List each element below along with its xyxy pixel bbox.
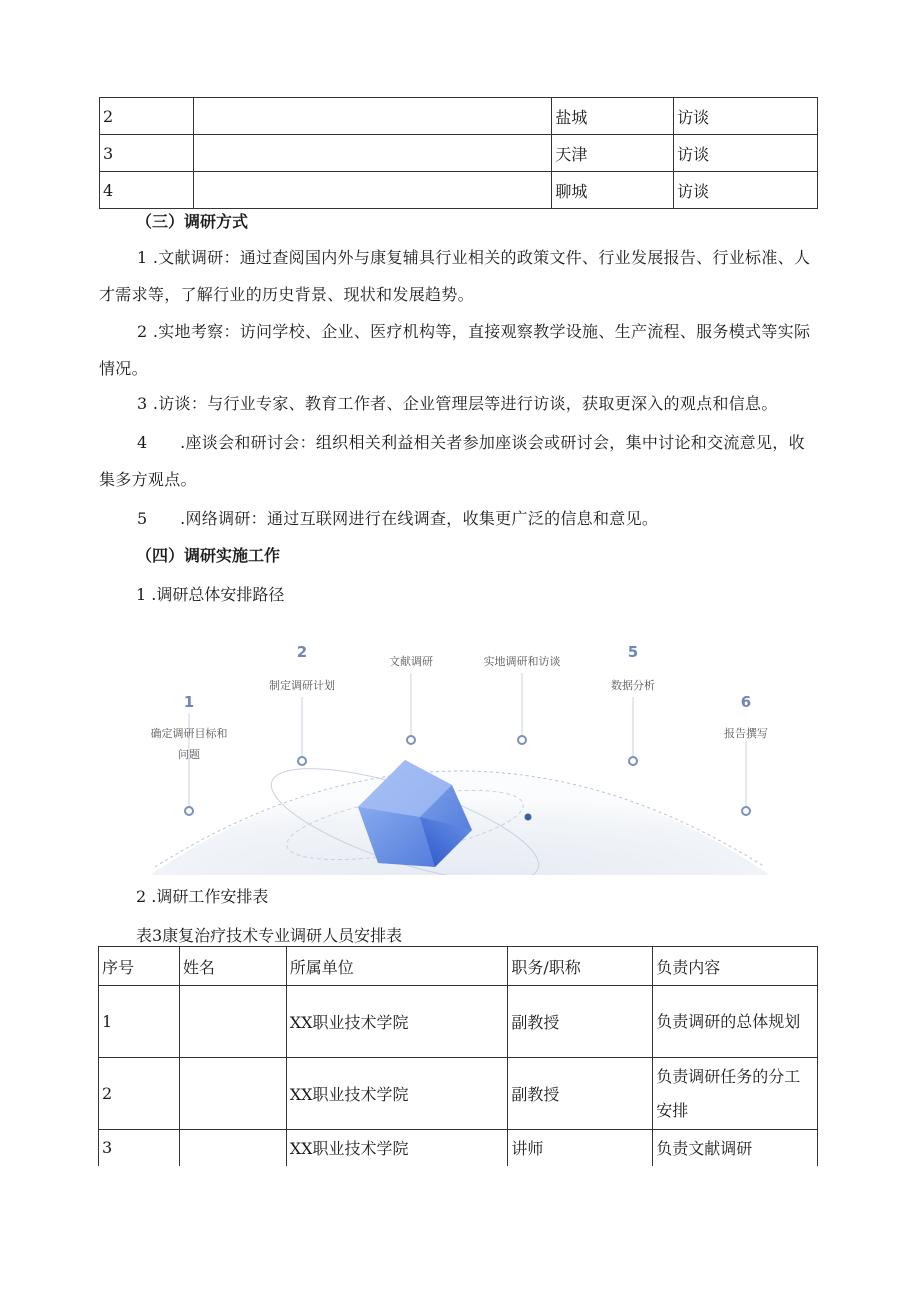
step-number: 2 xyxy=(296,643,308,661)
cell-method: 访谈 xyxy=(674,172,818,209)
table-row xyxy=(100,135,818,172)
survey-location-table xyxy=(99,97,818,209)
cell-title: 副教授 xyxy=(508,986,653,1058)
step-label: 问题 xyxy=(178,748,200,761)
cell-title: 副教授 xyxy=(508,1058,653,1130)
table-row xyxy=(99,986,818,1058)
step-label: 制定调研计划 xyxy=(269,679,335,692)
cell-no: 2 xyxy=(100,98,194,135)
cell-blank xyxy=(193,98,551,135)
step-label: 数据分析 xyxy=(611,679,655,692)
header-title: 职务/职称 xyxy=(508,947,653,986)
cell-unit: XX职业技术学院 xyxy=(286,986,508,1058)
cell-unit: XX职业技术学院 xyxy=(286,1130,508,1166)
header-no: 序号 xyxy=(99,947,180,986)
step-node xyxy=(185,807,193,815)
cell-name xyxy=(179,986,286,1058)
subheading-overall-path: 1 .调研总体安排路径 xyxy=(136,585,285,604)
step-number: 6 xyxy=(740,693,752,711)
step-node xyxy=(629,757,637,765)
step-node xyxy=(407,736,415,744)
cell-blank xyxy=(193,135,551,172)
method-item-literature: 1 .文献调研：通过查阅国内外与康复辅具行业相关的政策文件、行业发展报告、行业标准、人才需求等，了解行业的历史背景、现状和发展趋势。 xyxy=(99,248,811,304)
staff-arrangement-table xyxy=(98,946,818,1166)
cell-city: 盐城 xyxy=(552,98,674,135)
subheading-work-schedule: 2 .调研工作安排表 xyxy=(136,887,269,906)
orbit-dot xyxy=(525,814,532,821)
cell-city: 聊城 xyxy=(552,172,674,209)
cell-duty: 负责调研任务的分工安排 xyxy=(653,1058,818,1130)
cell-name xyxy=(179,1058,286,1130)
header-unit: 所属单位 xyxy=(286,947,508,986)
cell-no: 2 xyxy=(99,1058,180,1130)
cell-unit: XX职业技术学院 xyxy=(286,1058,508,1130)
step-label: 实地调研和访谈 xyxy=(483,655,561,668)
method-item-interview: 3 .访谈：与行业专家、教育工作者、企业管理层等进行访谈，获取更深入的观点和信息。 xyxy=(137,394,778,413)
step-label: 报告撰写 xyxy=(724,727,768,740)
cell-method: 访谈 xyxy=(674,135,818,172)
cell-title: 讲师 xyxy=(508,1130,653,1166)
step-number: 1 xyxy=(183,693,195,711)
step-node xyxy=(298,757,306,765)
table-caption: 表3康复治疗技术专业调研人员安排表 xyxy=(136,926,403,945)
table-header-row xyxy=(99,947,818,986)
cell-name xyxy=(179,1130,286,1166)
step-label: 确定调研目标和 xyxy=(150,727,228,740)
cell-duty: 负责调研的总体规划 xyxy=(653,986,818,1058)
section-heading-methods: （三）调研方式 xyxy=(136,212,249,231)
step-label: 文献调研 xyxy=(389,655,433,668)
step-node xyxy=(742,807,750,815)
survey-path-diagram xyxy=(150,635,770,875)
table-row xyxy=(99,1058,818,1130)
method-item-online: 5 .网络调研：通过互联网进行在线调查，收集更广泛的信息和意见。 xyxy=(137,509,659,528)
cell-method: 访谈 xyxy=(674,98,818,135)
cell-no: 4 xyxy=(100,172,194,209)
step-number: 5 xyxy=(627,643,639,661)
header-duty: 负责内容 xyxy=(653,947,818,986)
method-item-field-visit: 2 .实地考察：访问学校、企业、医疗机构等，直接观察教学设施、生产流程、服务模式等实际情况。 xyxy=(99,322,811,378)
table-row xyxy=(100,98,818,135)
cell-duty: 负责文献调研 xyxy=(653,1130,818,1166)
cell-no: 3 xyxy=(99,1130,180,1166)
cell-city: 天津 xyxy=(552,135,674,172)
cell-no: 3 xyxy=(100,135,194,172)
header-name: 姓名 xyxy=(179,947,286,986)
table-row xyxy=(99,1130,818,1166)
method-item-seminar: 4 .座谈会和研讨会：组织相关利益相关者参加座谈会或研讨会，集中讨论和交流意见，收集多方观点。 xyxy=(99,433,805,489)
section-heading-implementation: （四）调研实施工作 xyxy=(136,546,281,565)
cell-no: 1 xyxy=(99,986,180,1058)
step-node xyxy=(518,736,526,744)
